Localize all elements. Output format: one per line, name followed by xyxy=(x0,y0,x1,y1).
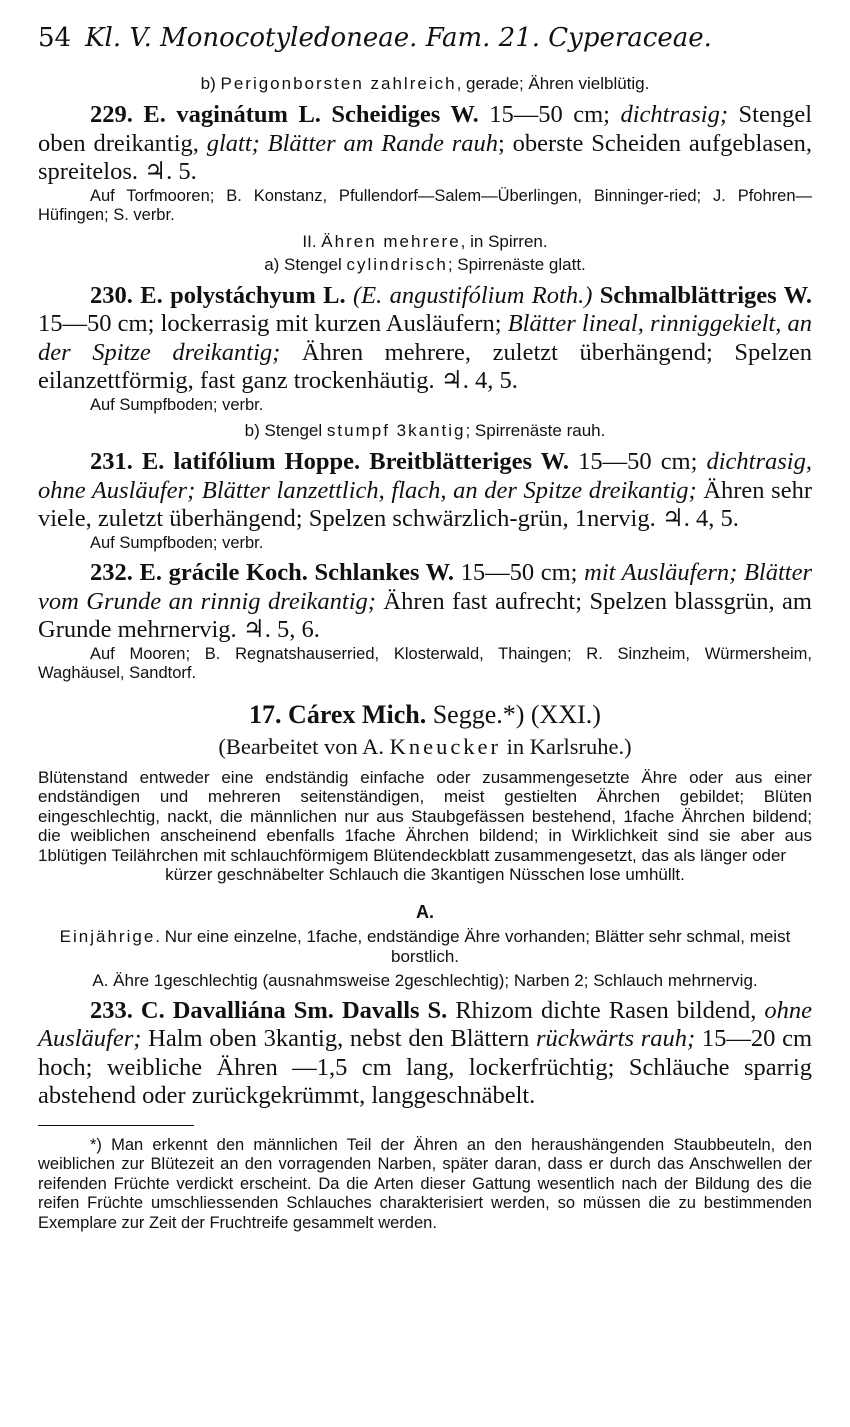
species-heading: 229. E. vaginátum L. Scheidiges W. xyxy=(90,101,479,128)
species-text: 15—50 cm; lockerrasig mit kurzen Ausläufern; xyxy=(38,310,508,337)
key-spaced: Ähren mehrere xyxy=(321,231,461,251)
species-text: ; oberste Scheiden aufgeblasen, spreitelos. ♃. 5. xyxy=(38,129,813,185)
annual-spaced: Einjährige xyxy=(59,926,156,946)
locality-232: Auf Mooren; B. Regnatshauserried, Klosterwald, Thaingen; R. Sinzheim, Würmersheim, Waghäusel, Sandtorf. xyxy=(38,644,812,682)
key-spaced: stumpf 3kantig xyxy=(326,421,466,440)
species-italic: Blätter lineal, rinniggekielt, an der Spitze dreikantig; xyxy=(38,310,812,366)
species-common-name: Schmalblättriges W. xyxy=(592,281,812,309)
locality-230: Auf Sumpfboden; verbr. xyxy=(90,395,264,414)
genus-description xyxy=(38,768,812,885)
annual-key xyxy=(38,927,812,967)
editor-text: (Bearbeitet von A. xyxy=(218,733,390,759)
running-head xyxy=(38,18,812,58)
description-text: Blütenstand entweder eine endständig einfache oder zusammengesetzte Ähre oder aus einer endständigen und mehreren seitenständigen, meist gestielten Ährchen gebildet; Blüten eingeschlechtig, nackt, die männlichen nur aus Staubgefässen bestehend, 1fache Ährchen bildend; die weiblichen anscheinend ebenfalls 1fache Ährchen bildend; in Wirklichkeit sind sie aber aus 1blütigen Teilährchen mit schlauchförmigem Blütendeckblatt zusammengesetzt, das als länger oder xyxy=(38,767,812,865)
running-title: Kl. V. Monocotyledoneae. Fam. 21. Cyperaceae. xyxy=(85,23,712,53)
section-heading-a: A. xyxy=(416,901,434,922)
species-231 xyxy=(38,448,812,534)
page-number: 54 xyxy=(38,23,72,53)
genus-editor xyxy=(38,732,812,762)
species-text: 15—50 cm; xyxy=(453,559,585,586)
species-heading: 233. C. Davalliána Sm. Davalls S. xyxy=(90,996,448,1024)
species-italic: rückwärts rauh; xyxy=(536,1025,696,1052)
species-text: 15—20 cm hoch; weibliche Ähren —1,5 cm lang, lockerfrüchtig; Schläuche sparrig abstehend oder zurückgekrümmt, langgeschnäbelt. xyxy=(38,1025,812,1109)
species-italic: dichtrasig, ohne Ausläufer; Blätter lanzettlich, flach, an der Spitze dreikantig; xyxy=(38,448,812,504)
species-text: Stengel oben dreikantig, xyxy=(38,101,812,157)
species-229 xyxy=(38,101,812,187)
species-italic: mit Ausläufern; Blätter vom Grunde an rinnig dreikantig; xyxy=(38,559,812,615)
species-italic: glatt; Blätter am Rande rauh xyxy=(206,129,499,157)
species-text: 15—50 cm; xyxy=(478,101,621,128)
species-synonym: (E. angustifólium Roth.) xyxy=(345,281,593,309)
species-text: Ähren mehrere, zuletzt überhängend; Spelzen eilanzettförmig, fast ganz trockenhäutig. ♃. 4, 5. xyxy=(38,338,812,394)
key-A-aehre: A. Ähre 1geschlechtig (ausnahmsweise 2geschlechtig); Narben 2; Schlauch mehrnervig. xyxy=(92,970,758,990)
annual-rest: . Nur eine einzelne, 1fache, endständige Ähre vorhanden; Blätter sehr schmal, meist borstlich. xyxy=(155,926,791,966)
key-rest: ; Spirrenäste rauh. xyxy=(465,421,606,440)
key-b-stumpf xyxy=(38,419,812,442)
species-heading: 232. E. grácile Koch. Schlankes W. xyxy=(90,559,454,586)
species-heading: 230. E. polystáchyum L. xyxy=(90,281,346,309)
key-label: b) Stengel xyxy=(244,421,323,440)
species-232 xyxy=(38,559,812,645)
editor-name: Kneucker xyxy=(389,733,502,759)
description-last-line: kürzer geschnäbelter Schlauch die 3kantigen Nüsschen lose umhüllt. xyxy=(165,865,685,884)
species-heading: 231. E. latifólium Hoppe. Breitblätteriges W. xyxy=(90,448,570,475)
key-spaced: cylindrisch xyxy=(346,254,448,274)
key-label: a) Stengel xyxy=(264,254,342,274)
key-label: II. xyxy=(302,231,317,251)
genus-name: 17. Cárex Mich. xyxy=(249,699,427,729)
species-italic: dichtrasig; xyxy=(620,101,729,128)
key-rest: ; Spirrenäste glatt. xyxy=(447,254,586,274)
species-230 xyxy=(38,282,812,396)
locality-231: Auf Sumpfboden; verbr. xyxy=(90,533,264,552)
locality-229: Auf Torfmooren; B. Konstanz, Pfullendorf—Salem—Überlingen, Binninger-ried; J. Pfohren—Hüfingen; S. verbr. xyxy=(38,186,812,224)
footnote-rule xyxy=(38,1125,194,1126)
footnote: *) Man erkennt den männlichen Teil der Ähren an den heraushängenden Staubbeuteln, den weiblichen zur Blütezeit an den vorragenden Narben, später daran, dass er durch das Anschwellen der reifenden Früchte verdickt erscheint. Da die Arten dieser Gattung wesentlich nach der Bildung des die reifen Früchte umschliessenden Schlauches charakterisiert werden, so müssen die zu bestimmenden Exemplare zur Zeit der Fruchtreife gesammelt werden. xyxy=(38,1135,812,1232)
species-text: Ähren sehr viele, zuletzt überhängend; Spelzen schwärzlich-grün, 1nervig. ♃. 4, 5. xyxy=(38,476,812,532)
key-rest: , gerade; Ähren vielblütig. xyxy=(456,74,650,93)
species-text: Halm oben 3kantig, nebst den Blättern xyxy=(141,1025,537,1052)
editor-text: in Karlsruhe.) xyxy=(501,733,632,759)
genus-common-name: Segge.*) (XXI.) xyxy=(426,699,601,729)
species-text: Ähren fast aufrecht; Spelzen blassgrün, am Grunde mehrnervig. ♃. 5, 6. xyxy=(38,587,812,643)
species-233 xyxy=(38,997,812,1111)
key-rest: , in Spirren. xyxy=(460,231,548,251)
species-italic: ohne Ausläufer; xyxy=(38,996,812,1052)
species-text: Rhizom dichte Rasen bildend, xyxy=(447,996,765,1024)
species-text: 15—50 cm; xyxy=(569,448,707,475)
key-a-cylindrisch xyxy=(38,253,812,276)
key-spaced: Perigonborsten zahlreich xyxy=(220,74,457,93)
genus-heading xyxy=(38,698,812,732)
key-label: b) xyxy=(200,74,216,93)
key-perigonborsten xyxy=(38,72,812,95)
key-II xyxy=(38,230,812,253)
